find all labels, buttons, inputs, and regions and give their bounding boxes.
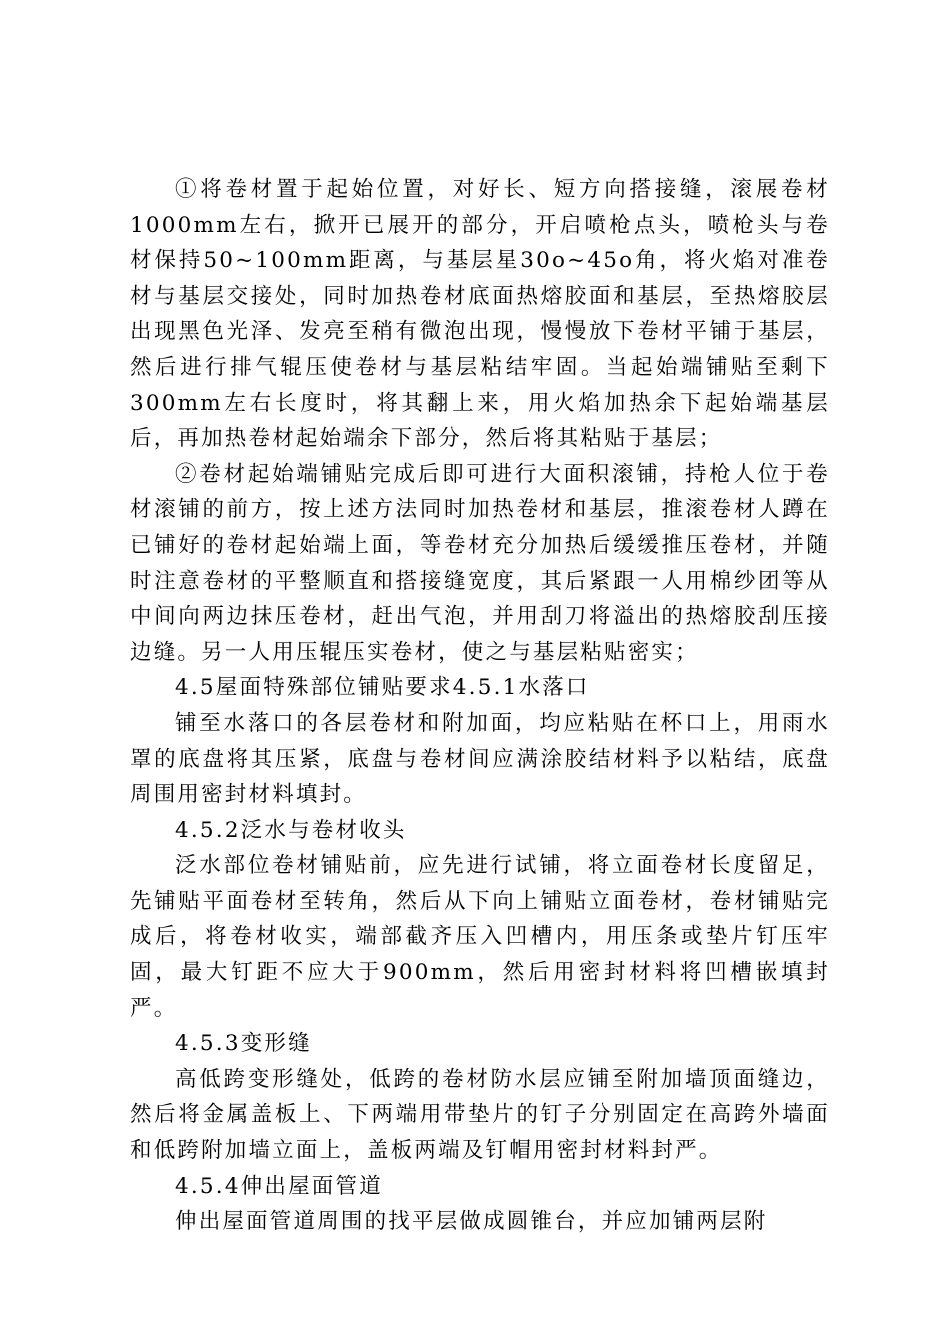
paragraph-step-2: ②卷材起始端铺贴完成后即可进行大面积滚铺，持枪人位于卷材滚铺的前方，按上述方法同时加热卷材和基层，推滚卷材人蹲在已铺好的卷材起始端上面，等卷材充分加热后缓缓推压卷材，并随时注意卷材的平整顺直和搭接缝宽度，其后紧跟一人用棉纱团等从中间向两边抹压卷材，赶出气泡，并用刮刀将溢出的热熔胶刮压接边缝。另一人用压辊压实卷材，使之与基层粘贴密实； xyxy=(130,461,830,665)
section-heading-4-5: 4.5屋面特殊部位铺贴要求4.5.1水落口 xyxy=(175,675,590,701)
section-heading-4-5-3: 4.5.3变形缝 xyxy=(175,1031,312,1057)
section-heading-4-5-2: 4.5.2泛水与卷材收头 xyxy=(175,817,407,843)
paragraph-water-outlet: 铺至水落口的各层卷材和附加面，均应粘贴在杯口上，用雨水罩的底盘将其压紧，底盘与卷材间应满涂胶结材料予以粘结，底盘周围用密封材料填封。 xyxy=(130,710,830,808)
paragraph-expansion-joint: 高低跨变形缝处，低跨的卷材防水层应铺至附加墙顶面缝边，然后将金属盖板上、下两端用带垫片的钉子分别固定在高跨外墙面和低跨附加墙立面上，盖板两端及钉帽用密封材料封严。 xyxy=(130,1066,830,1164)
paragraph-roof-pipe: 伸出屋面管道周围的找平层做成圆锥台，并应加铺两层附 xyxy=(175,1209,768,1235)
document-body xyxy=(130,172,830,1240)
paragraph-flashing: 泛水部位卷材铺贴前，应先进行试铺，将立面卷材长度留足，先铺贴平面卷材至转角，然后从下向上铺贴立面卷材，卷材铺贴完成后，将卷材收实，端部截齐压入凹槽内，用压条或垫片钉压牢固，最大钉距不应大于900mm，然后用密封材料将凹槽嵌填封严。 xyxy=(130,853,830,1021)
section-heading-4-5-4: 4.5.4伸出屋面管道 xyxy=(175,1173,383,1199)
paragraph-step-1: ①将卷材置于起始位置，对好长、短方向搭接缝，滚展卷材1000mm左右，掀开已展开的部分，开启喷枪点头，喷枪头与卷材保持50~100mm距离，与基层星30o~45o角，将火焰对准卷材与基层交接处，同时加热卷材底面热熔胶面和基层，至热熔胶层出现黑色光泽、发亮至稍有微泡出现，慢慢放下卷材平铺于基层，然后进行排气辊压使卷材与基层粘结牢固。当起始端铺贴至剩下300mm左右长度时，将其翻上来，用火焰加热余下起始端基层后，再加热卷材起始端余下部分，然后将其粘贴于基层； xyxy=(130,177,830,452)
